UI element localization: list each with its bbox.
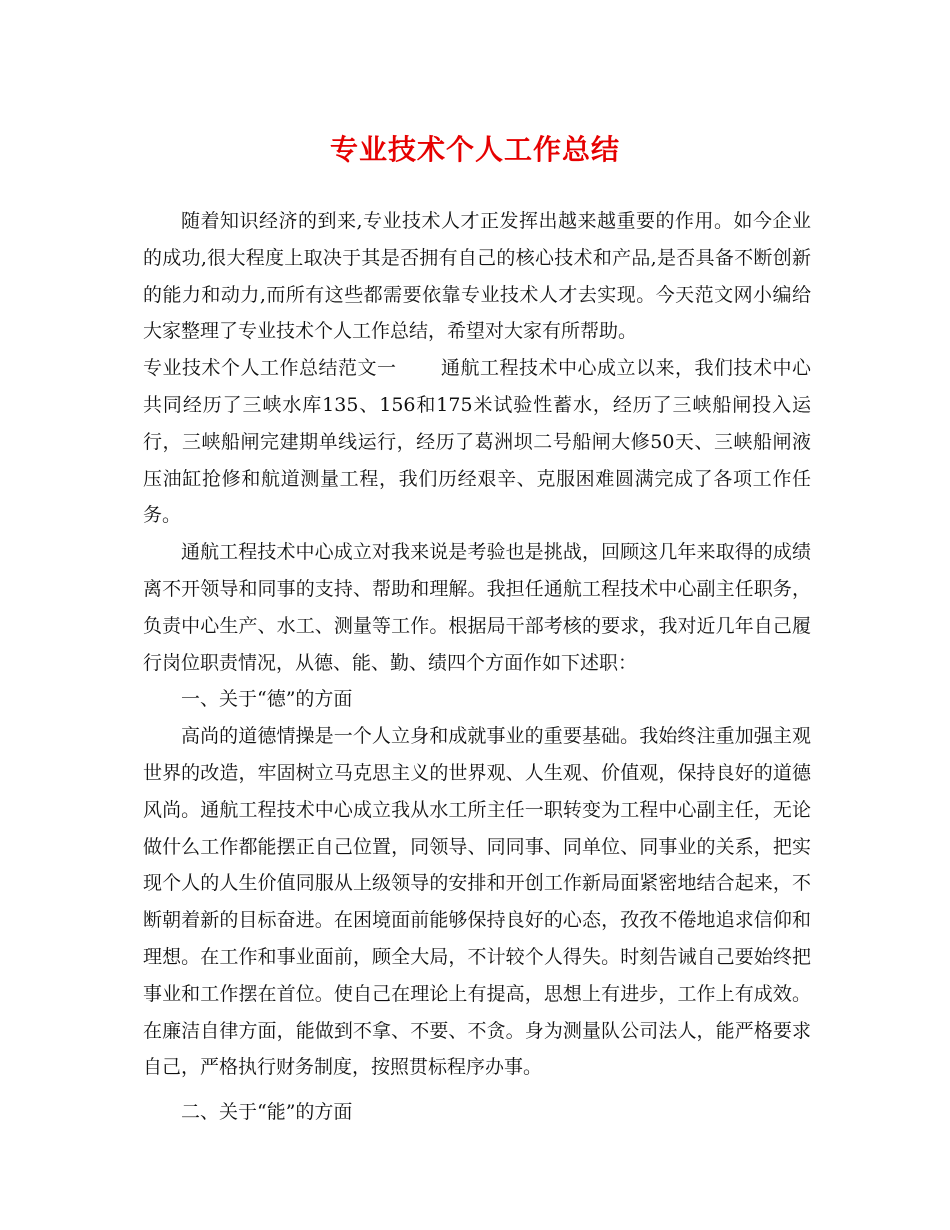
paragraph-3: 高尚的道德情操是一个人立身和成就事业的重要基础。我始终注重加强主观世界的改造，牢固树立马克思主义的世界观、人生观、价值观，保持良好的道德风尚。通航工程技术中心成立我从水工所主任一职转变为工程中心副主任，无论做什么工作都能摆正自己位置，同领导、同同事、同单位、同事业的关系，把实现个人的人生价值同服从上级领导的安排和开创工作新局面紧密地结合起来，不断朝着新的目标奋进。在困境面前能够保持良好的心态，孜孜不倦地追求信仰和理想。在工作和事业面前，顾全大局，不计较个人得失。时刻告诫自己要始终把事业和工作摆在首位。使自己在理论上有提高，思想上有进步，工作上有成效。在廉洁自律方面，能做到不拿、不要、不贪。身为测量队公司法人，能严格要求自己，严格执行财务制度，按照贯标程序办事。 xyxy=(143,725,811,1079)
document-body xyxy=(143,203,811,1131)
sample-label: 专业技术个人工作总结范文一 xyxy=(143,357,397,380)
section-heading-de: 一、关于“德”的方面 xyxy=(181,688,353,711)
section-heading-neng: 二、关于“能”的方面 xyxy=(181,1101,353,1124)
document-title: 专业技术个人工作总结 xyxy=(329,133,620,166)
paragraph-2: 通航工程技术中心成立对我来说是考验也是挑战，回顾这几年来取得的成绩离不开领导和同事的支持、帮助和理解。我担任通航工程技术中心副主任职务，负责中心生产、水工、测量等工作。根据局干部考核的要求，我对近几年自己履行岗位职责情况，从德、能、勤、绩四个方面作如下述职： xyxy=(143,541,811,674)
sample-paragraph xyxy=(143,350,811,534)
intro-paragraph: 随着知识经济的到来,专业技术人才正发挥出越来越重要的作用。如今企业的成功,很大程度上取决于其是否拥有自己的核心技术和产品,是否具备不断创新的能力和动力,而所有这些都需要依靠专业技术人才去实现。今天范文网小编给大家整理了专业技术个人工作总结，希望对大家有所帮助。 xyxy=(143,210,811,343)
sample-body: 通航工程技术中心成立以来，我们技术中心共同经历了三峡水库135、156和175米试验性蓄水，经历了三峡船闸投入运行，三峡船闸完建期单线运行，经历了葛洲坝二号船闸大修50天、三峡船闸液压油缸抢修和航道测量工程，我们历经艰辛、克服困难圆满完成了各项工作任务。 xyxy=(143,357,811,527)
